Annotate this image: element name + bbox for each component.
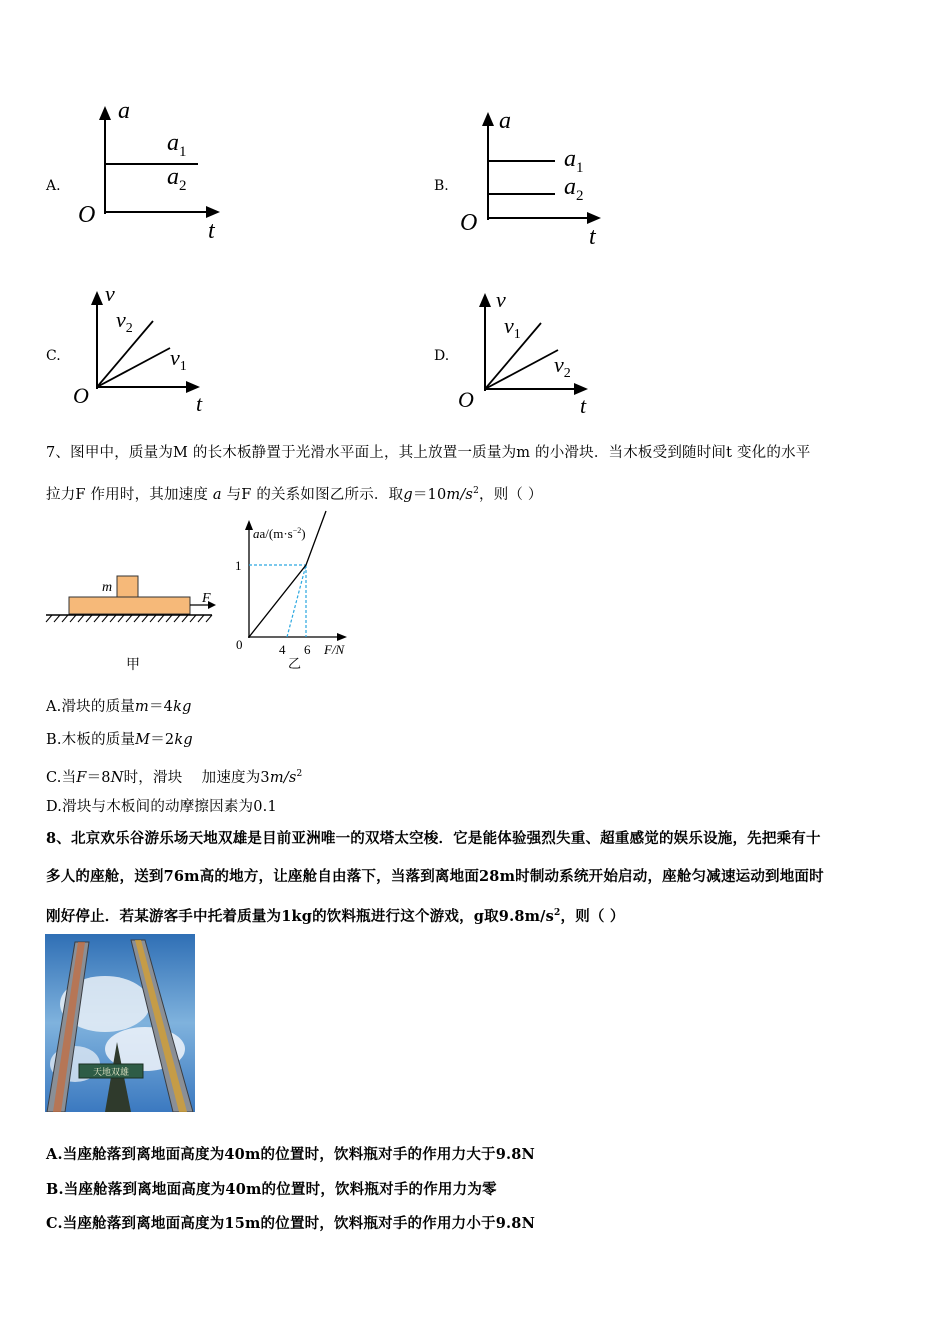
chart-caption: 乙 (288, 656, 302, 670)
graph-a (70, 98, 230, 243)
long-board (69, 597, 190, 614)
chart-x-label: F/N (324, 642, 345, 657)
x-arrow (206, 206, 220, 218)
q8-option-a: A.当座舱落到离地面高度为40m的位置时，饮料瓶对手的作用力大于9.8N (46, 1146, 535, 1163)
q7-line2: 拉力F 作用时，其加速度 a 与F 的关系如图乙所示．取$g=10m/s^2$，则（ ） (46, 486, 543, 503)
graph-c (70, 283, 220, 418)
origin-label: O (78, 202, 96, 228)
figure-jia (44, 570, 219, 675)
svg-text:a: a (499, 108, 511, 134)
svg-text:t: t (580, 393, 587, 418)
chart-tick-x2: 6 (304, 642, 311, 657)
x-label: t (208, 218, 215, 243)
ground-hatch (46, 615, 212, 622)
dashed-slope (287, 565, 306, 637)
chart-tick-x1: 4 (279, 642, 286, 657)
svg-text:甲: 甲 (126, 658, 140, 673)
svg-text:O: O (458, 387, 474, 412)
svg-text:F: F (202, 591, 211, 606)
q8-line1: 8、北京欢乐谷游乐场天地双雄是目前亚洲唯一的双塔太空梭．它是能体验强烈失重、超重感觉的娱乐设施，先把乘有十 (46, 830, 821, 847)
svg-text:天地双雄: 天地双雄 (92, 1067, 130, 1077)
option-b-label: B. (434, 178, 449, 194)
y-label: a (118, 98, 130, 124)
a2-label: $a_2$ (167, 164, 187, 194)
y-arrow (99, 106, 111, 120)
svg-text:O: O (73, 383, 89, 408)
svg-text:t: t (589, 224, 596, 249)
q7-option-a: A.滑块的质量m＝4kg (46, 699, 192, 715)
q8-option-b: B.当座舱落到离地面高度为40m的位置时，饮料瓶对手的作用力为零 (46, 1181, 497, 1198)
svg-text:v: v (496, 287, 506, 312)
q8-option-c: C.当座舱落到离地面高度为15m的位置时，饮料瓶对手的作用力小于9.8N (46, 1215, 536, 1232)
graph-b (455, 104, 615, 249)
svg-text:m: m (102, 580, 113, 595)
svg-text:O: O (460, 210, 478, 236)
svg-text:v2: $v_2$ (116, 307, 133, 336)
q7-option-c: C.当F＝8N时，滑块 加速度为$3m/s^2$ (46, 769, 303, 786)
svg-text:a1: $a_1$ (564, 146, 584, 176)
q7-option-d: D.滑块与木板间的动摩擦因素为0.1 (46, 799, 277, 815)
svg-text:v1: $v_1$ (504, 313, 521, 342)
q7-line1: 7、图甲中，质量为M 的长木板静置于光滑水平面上，其上放置一质量为m 的小滑块．当木板受到随时间t 变化的水平 (46, 445, 811, 461)
graph-d (458, 285, 608, 420)
svg-text:v1: $v_1$ (170, 345, 187, 374)
svg-text:v: v (105, 283, 115, 306)
option-d-label: D. (434, 348, 450, 364)
figure-yi (228, 508, 368, 670)
q7-option-b: B.木板的质量M＝2kg (46, 732, 193, 748)
tower-photo (45, 934, 195, 1112)
slider-block (117, 576, 138, 597)
chart-tick-y: 1 (235, 558, 242, 573)
a1-label: $a_1$ (167, 130, 187, 160)
option-c-label: C. (46, 348, 61, 364)
chart-y-label: $aa/(m\cdot s^{-2})$ (253, 526, 306, 541)
svg-text:a2: $a_2$ (564, 174, 584, 204)
option-a-label: A. (46, 178, 61, 194)
svg-text:t: t (196, 391, 203, 416)
svg-text:v2: $v_2$ (554, 352, 571, 381)
q8-line2: 多人的座舱，送到76m高的地方，让座舱自由落下，当落到离地面28m时制动系统开始启动，座舱匀减速运动到地面时 (46, 868, 824, 885)
q8-line3: 刚好停止．若某游客手中托着质量为1kg的饮料瓶进行这个游戏，g取$9.8m/s^2$，则（ ） (46, 907, 625, 925)
chart-origin: 0 (236, 637, 243, 652)
